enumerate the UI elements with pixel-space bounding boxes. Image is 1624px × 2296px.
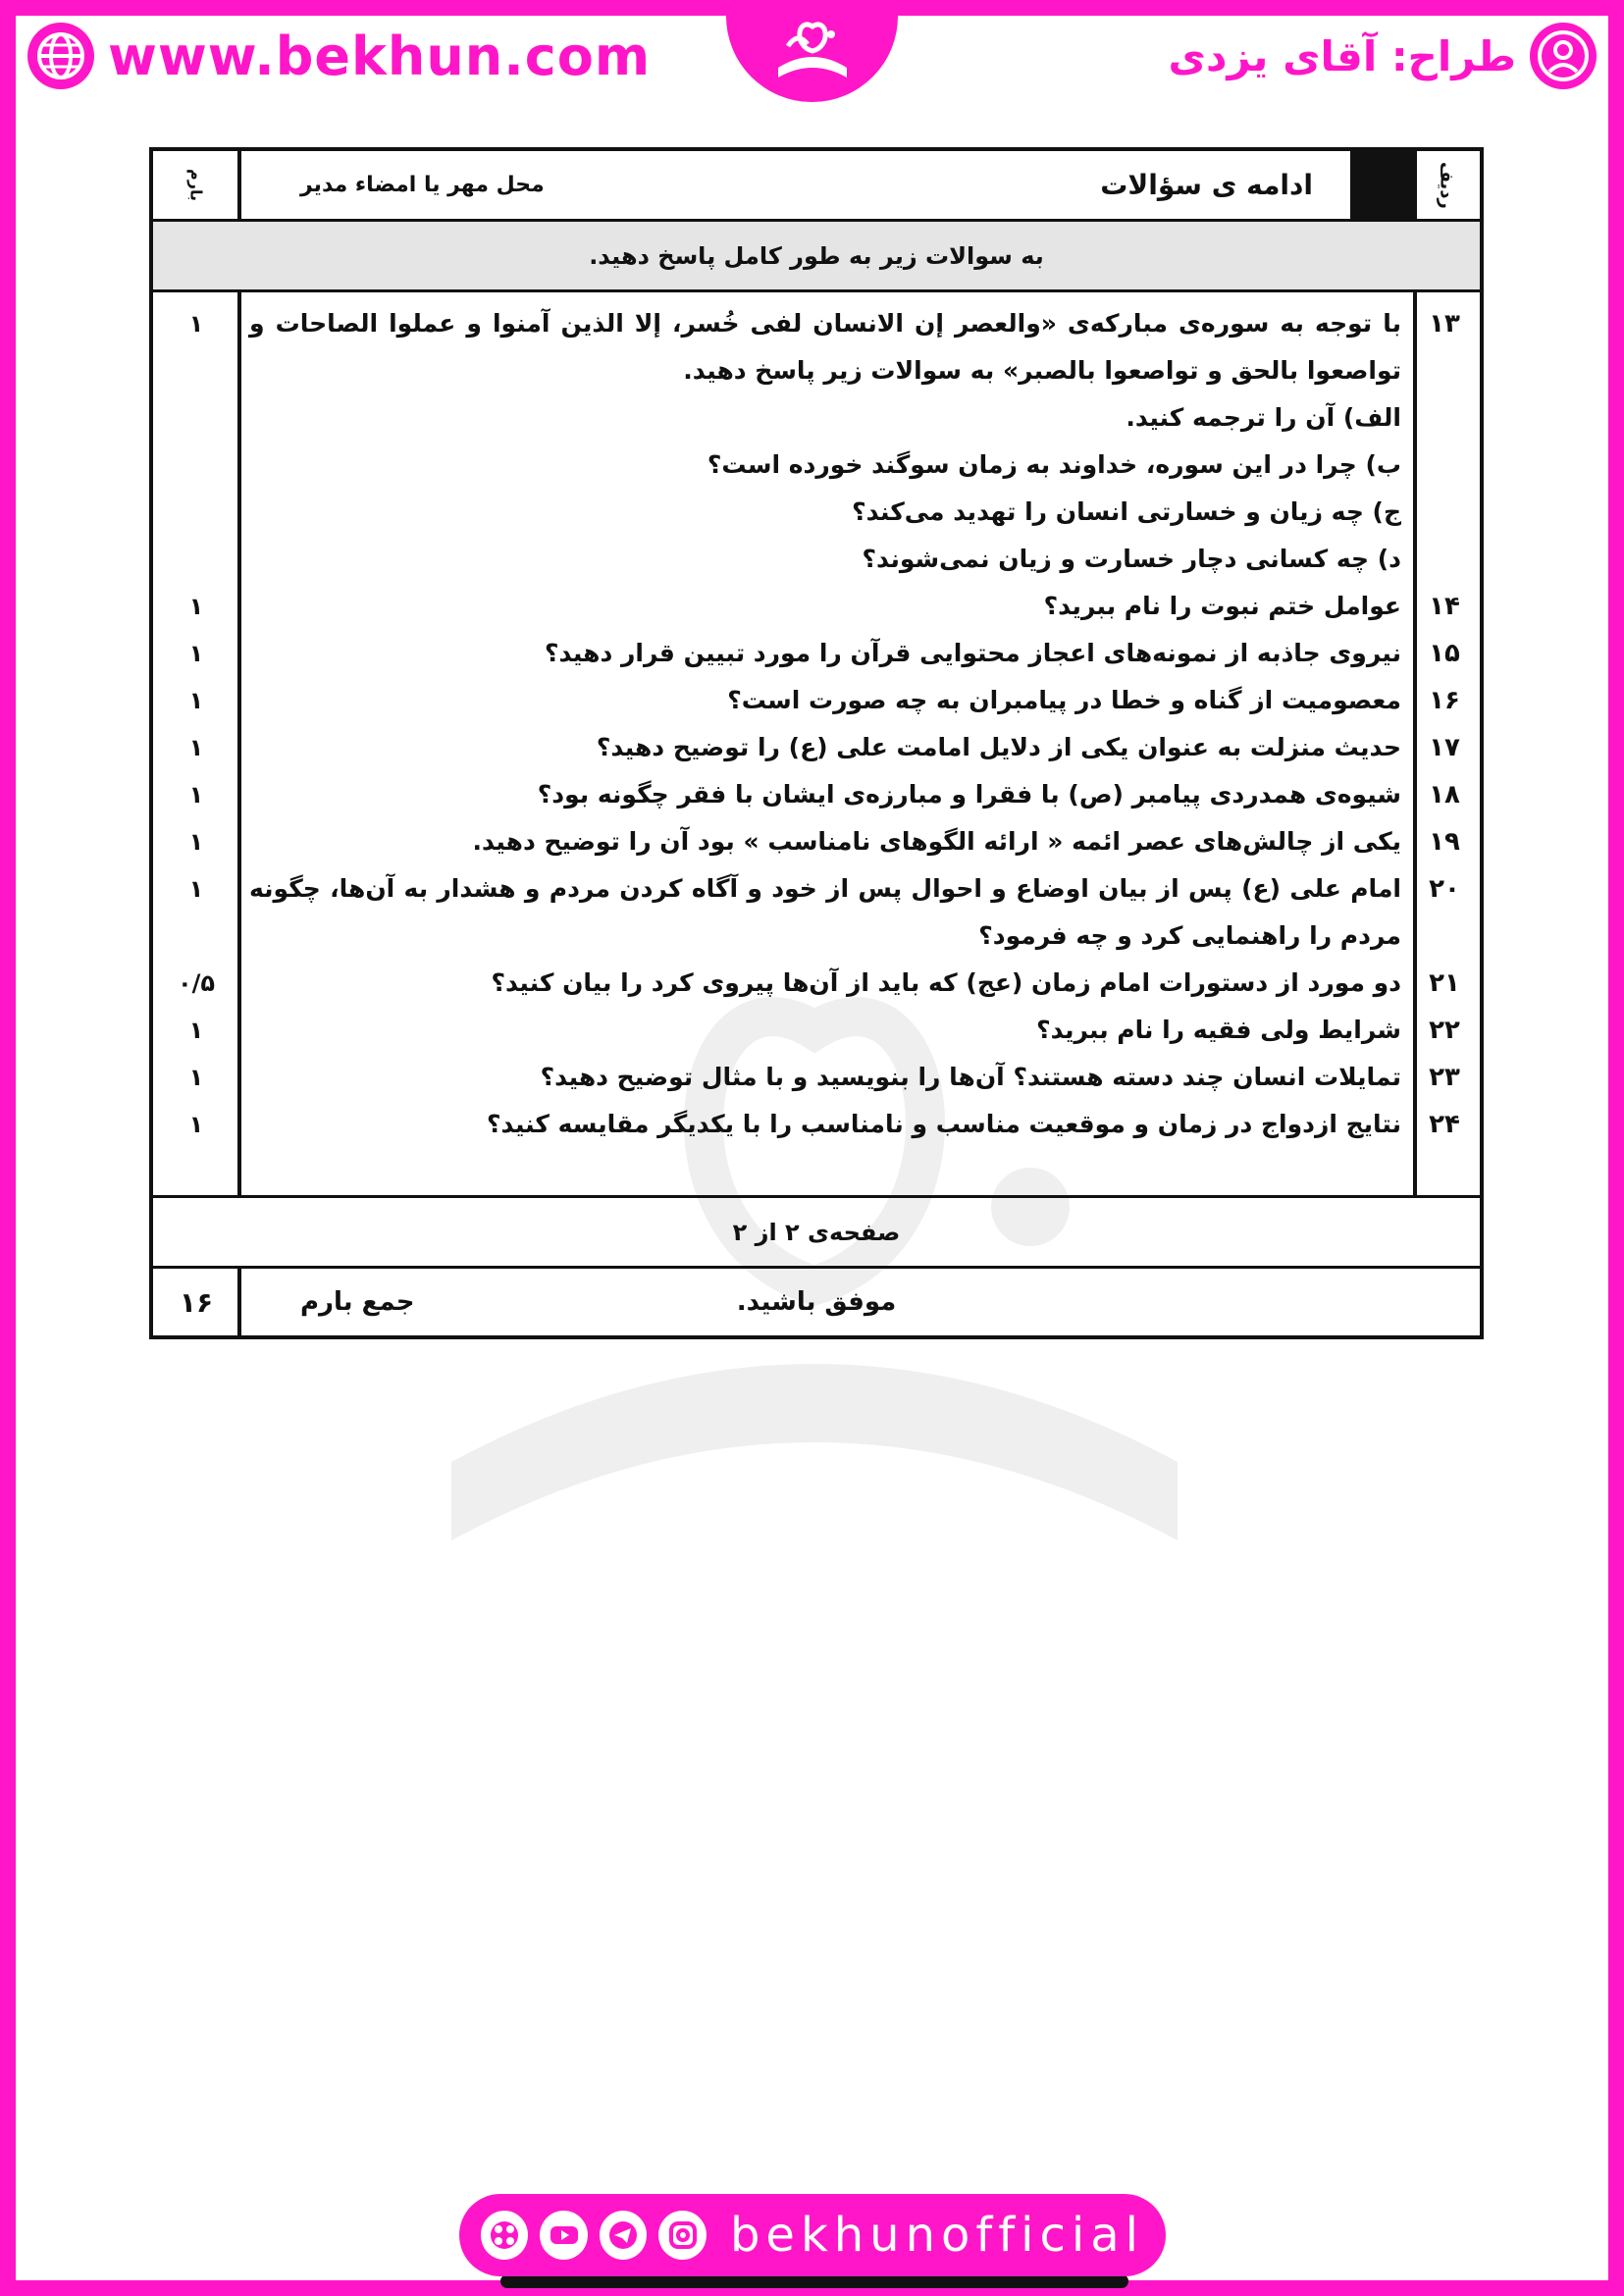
question-number: ۱۴: [1429, 592, 1460, 621]
question-score: ۱: [188, 310, 204, 338]
question-number: ۱۹: [1429, 827, 1460, 857]
total-row: [153, 1269, 1480, 1335]
question-main-text: عوامل ختم نبوت را نام ببرید؟: [1043, 592, 1401, 620]
aparat-icon[interactable]: [481, 2211, 528, 2260]
question-row: [153, 818, 1480, 865]
question-score: ۱: [188, 687, 204, 714]
question-text: [239, 1101, 1409, 1148]
youtube-icon[interactable]: [540, 2211, 587, 2260]
question-text: [239, 865, 1409, 960]
question-text: [239, 771, 1409, 818]
question-text: [239, 677, 1409, 724]
question-row: [153, 771, 1480, 818]
designer-name: طراح: آقای یزدی: [1168, 31, 1516, 80]
site-link[interactable]: [27, 22, 651, 90]
instruction-row: [153, 222, 1480, 292]
question-number: ۲۱: [1429, 968, 1460, 998]
question-text: [239, 960, 1409, 1007]
question-text: [239, 1054, 1409, 1101]
question-text: [239, 630, 1409, 677]
globe-icon: [27, 23, 94, 89]
sub-question: الف) آن را ترجمه کنید.: [1126, 403, 1401, 432]
question-number: ۲۲: [1429, 1016, 1460, 1045]
question-score: ۱: [188, 875, 204, 903]
question-score: ۱: [188, 1064, 204, 1091]
question-score: ۱: [188, 828, 204, 856]
question-number: ۲۳: [1429, 1063, 1460, 1092]
question-number: ۱۵: [1429, 639, 1460, 668]
question-main-text: معصومیت از گناه و خطا در پیامبران به چه صورت است؟: [727, 686, 1401, 714]
question-row: [153, 1101, 1480, 1148]
page-number-row: [153, 1198, 1480, 1269]
question-text: [239, 1007, 1409, 1054]
question-score: ۱: [188, 1017, 204, 1044]
question-main-text: تمایلات انسان چند دسته هستند؟ آن‌ها را بنویسید و با مثال توضیح دهید؟: [540, 1063, 1401, 1091]
question-main-text: امام علی (ع) پس از بیان اوضاع و احوال پس از خود و آگاه کردن مردم و هشدار به آن‌ها، چگونه مردم را راهنمایی کرد و چه فرمود؟: [249, 874, 1401, 950]
question-text: [239, 818, 1409, 865]
question-row: [153, 960, 1480, 1007]
page-number: صفحه‌ی ۲ از ۲: [732, 1218, 901, 1246]
user-icon: [1530, 23, 1597, 89]
social-handle[interactable]: bekhunofficial: [729, 2208, 1144, 2263]
telegram-icon[interactable]: [600, 2211, 647, 2260]
question-main-text: حدیث منزلت به عنوان یکی از دلایل امامت علی (ع) را توضیح دهید؟: [596, 733, 1401, 761]
question-row: [153, 1054, 1480, 1101]
question-text: [239, 724, 1409, 771]
sub-question: ب) چرا در این سوره، خداوند به زمان سوگند خورده است؟: [707, 450, 1401, 479]
sub-question: د) چه کسانی دچار خسارت و زیان نمی‌شوند؟: [862, 545, 1401, 573]
question-score: ۱: [188, 781, 204, 809]
question-row: [153, 630, 1480, 677]
page-title: ادامه ی سؤالات: [1100, 169, 1313, 201]
question-text: [239, 300, 1409, 583]
row-number-header: ردیف: [1436, 161, 1457, 209]
question-text: [239, 583, 1409, 630]
question-main-text: دو مورد از دستورات امام زمان (عج) که باید از آن‌ها پیروی کرد را بیان کنید؟: [491, 968, 1401, 997]
question-number: ۲۰: [1429, 874, 1460, 904]
good-luck-text: موفق باشید.: [736, 1287, 897, 1317]
question-main-text: شرایط ولی فقیه را نام ببرید؟: [1036, 1016, 1401, 1044]
question-score: ۱: [188, 734, 204, 761]
total-score-label: جمع بارم: [300, 1287, 415, 1317]
question-score: ۰/۵: [177, 969, 216, 997]
book-logo-icon: [759, 7, 866, 95]
question-number: ۱۷: [1429, 733, 1460, 762]
question-number: ۱۳: [1429, 309, 1460, 339]
question-row: [153, 1007, 1480, 1054]
questions-section: [153, 292, 1480, 1198]
question-score: ۱: [188, 593, 204, 620]
total-score-value: ۱۶: [179, 1285, 214, 1319]
question-row: [153, 724, 1480, 771]
site-url[interactable]: www.bekhun.com: [108, 25, 652, 87]
question-main-text: نتایج ازدواج در زمان و موقعیت مناسب و نامناسب را با یکدیگر مقایسه کنید؟: [487, 1110, 1401, 1138]
question-score: ۱: [188, 1111, 204, 1138]
table-header-row: [153, 151, 1480, 222]
question-number: ۱۸: [1429, 780, 1460, 809]
question-row: [153, 865, 1480, 960]
question-main-text: با توجه به سوره‌ی مبارکه‌ی «والعصر إن الانسان لفی خُسر، إلا الذین آمنوا و عملوا الصاحات و تواصعوا بالحق و تواصعوا بالصبر» به سوالات زیر پاسخ دهید.: [249, 309, 1401, 385]
question-main-text: نیروی جاذبه از نمونه‌های اعجاز محتوایی قرآن را مورد تبیین قرار دهید؟: [544, 639, 1401, 667]
score-header: بارم: [186, 169, 206, 201]
principal-stamp-label: محل مهر یا امضاء مدیر: [300, 173, 545, 197]
exam-sheet: [149, 147, 1484, 1339]
question-score: ۱: [188, 640, 204, 667]
question-number: ۱۶: [1429, 686, 1460, 715]
instruction-text: به سوالات زیر به طور کامل پاسخ دهید.: [589, 241, 1044, 270]
question-row: [153, 300, 1480, 583]
question-row: [153, 583, 1480, 630]
question-row: [153, 677, 1480, 724]
sub-question: ج) چه زیان و خسارتی انسان را تهدید می‌کند؟: [852, 497, 1401, 526]
question-main-text: یکی از چالش‌های عصر ائمه « ارائه الگوهای نامناسب » بود آن را توضیح دهید.: [472, 827, 1401, 856]
question-number: ۲۴: [1429, 1110, 1460, 1139]
social-bar: [459, 2194, 1166, 2276]
designer-credit: [1169, 22, 1598, 90]
instagram-icon[interactable]: [658, 2211, 706, 2260]
question-main-text: شیوه‌ی همدردی پیامبر (ص) با فقرا و مبارزه‌ی ایشان با فقر چگونه بود؟: [537, 780, 1401, 809]
question-list: [153, 300, 1480, 1148]
